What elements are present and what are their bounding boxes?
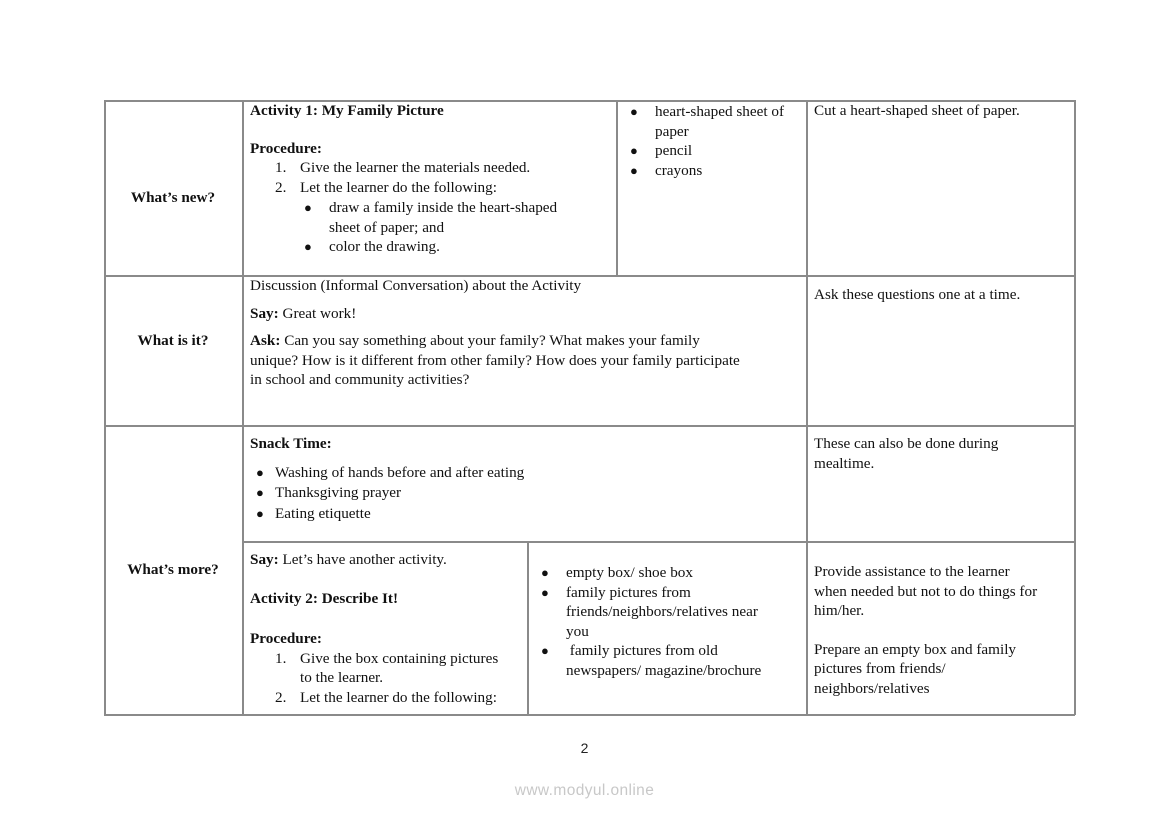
- row-label-what-is-it: What is it?: [137, 332, 209, 349]
- material-item: ● heart-shaped sheet of paper: [630, 103, 785, 140]
- procedure-step: 1. Give the box containing pictures to the learner.: [275, 649, 499, 686]
- material-item: ● family pictures from friends/neighbors/relatives near you: [541, 583, 758, 640]
- materials-cell-1: [628, 102, 803, 180]
- say-line: Say: Let’s have another activity.: [250, 551, 447, 568]
- snack-time-cell: [250, 434, 802, 523]
- discussion-title: Discussion (Informal Conversation) about the Activity: [250, 277, 582, 294]
- col-divider: [527, 541, 529, 715]
- sub-bullet: ● draw a family inside the heart-shaped sheet of paper; and: [304, 199, 558, 236]
- col-divider: [242, 100, 244, 715]
- material-item: ● family pictures from old newspapers/ magazine/brochure: [541, 642, 762, 679]
- remark-line: Provide assistance to the learner: [814, 563, 1010, 580]
- sub-bullet: ● color the drawing.: [304, 238, 440, 255]
- ask-line: Ask: Can you say something about your family? What makes your family: [250, 332, 700, 349]
- procedure-label: Procedure:: [250, 630, 322, 647]
- procedure-step: 2. Let the learner do the following:: [275, 178, 497, 196]
- row-label-whats-more: What’s more?: [127, 561, 219, 578]
- procedure-label: Procedure:: [250, 139, 322, 157]
- remark-line: These can also be done during: [814, 435, 999, 452]
- remark-line: Prepare an empty box and family: [814, 640, 1017, 658]
- remark-line: neighbors/relatives: [814, 679, 930, 697]
- procedure-step: 1. Give the learner the materials needed.: [275, 159, 531, 176]
- snack-time-title: Snack Time:: [250, 435, 332, 452]
- materials-cell-2: [541, 563, 803, 680]
- material-item: ● crayons: [630, 161, 703, 179]
- procedure-step: 2. Let the learner do the following:: [275, 688, 497, 706]
- snack-remarks-cell: [814, 434, 1069, 473]
- activity2-remarks-cell: [814, 562, 1069, 698]
- activity2-title: Activity 2: Describe It!: [250, 589, 399, 607]
- page-number: 2: [580, 740, 589, 756]
- row-divider: [242, 541, 1075, 543]
- table-border-right: [1074, 100, 1076, 715]
- snack-item: ● Eating etiquette: [256, 504, 371, 522]
- snack-item: ● Thanksgiving prayer: [256, 484, 402, 501]
- remark-line: pictures from friends/: [814, 660, 946, 677]
- remarks-cell-2: Ask these questions one at a time.: [814, 286, 1021, 303]
- remark-line: when needed but not to do things for: [814, 582, 1038, 600]
- col-divider: [616, 100, 618, 275]
- ask-line: in school and community activities?: [250, 371, 470, 388]
- row-divider: [104, 425, 1075, 427]
- row-label-whats-new: What’s new?: [130, 189, 216, 206]
- activity2-cell: [250, 550, 525, 707]
- material-item: ● pencil: [630, 142, 693, 159]
- watermark: www.modyul.online: [514, 782, 655, 799]
- remarks-cell-1: Cut a heart-shaped sheet of paper.: [814, 102, 1020, 119]
- discussion-cell: [250, 276, 802, 390]
- table-border-bottom: [104, 714, 1075, 716]
- snack-item: ● Washing of hands before and after eating: [256, 463, 525, 481]
- remark-line: mealtime.: [814, 454, 875, 472]
- material-item: ● empty box/ shoe box: [541, 564, 693, 581]
- activity1-cell: [250, 101, 610, 257]
- say-line: Say: Great work!: [250, 304, 357, 322]
- col-divider: [806, 100, 808, 715]
- activity1-title: Activity 1: My Family Picture: [250, 102, 444, 119]
- ask-line: unique? How is it different from other family? How does your family participate: [250, 351, 740, 369]
- remark-line: him/her.: [814, 602, 865, 619]
